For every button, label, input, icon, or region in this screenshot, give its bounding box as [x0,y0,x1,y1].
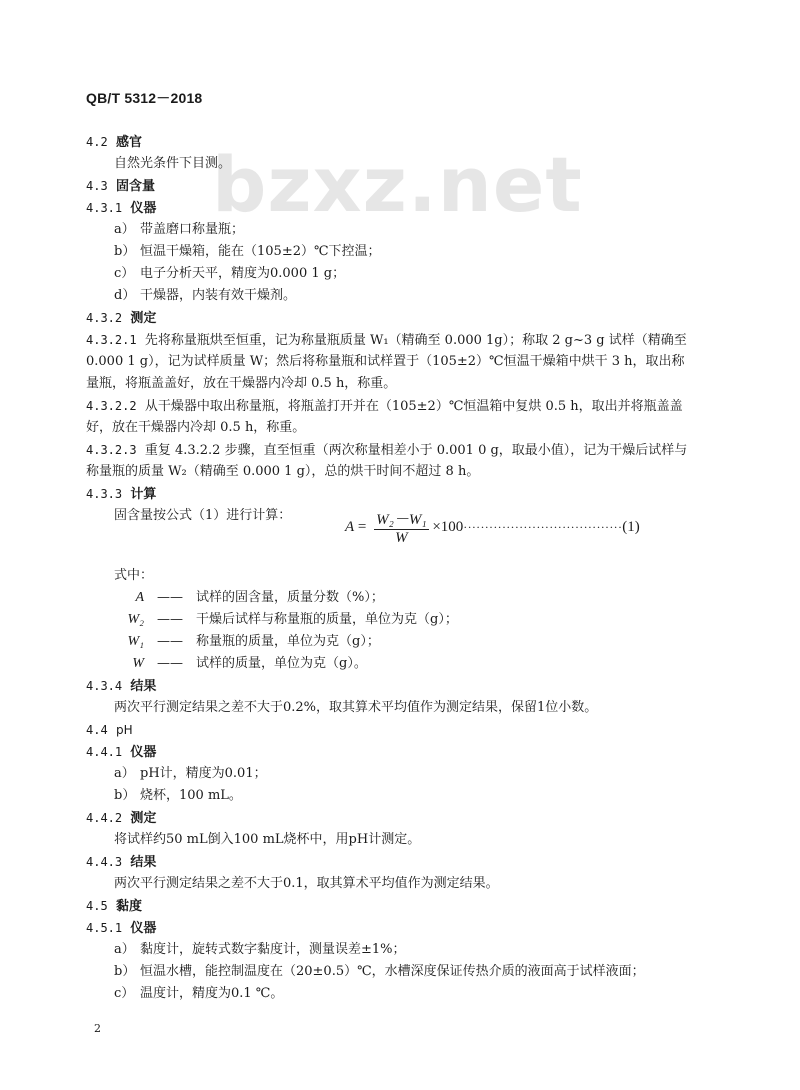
section-4-4-2-heading: 4.4.2 测定 [86,811,157,826]
section-4-3-heading: 4.3 固含量 [86,179,155,194]
section-4-4-3-heading: 4.4.3 结果 [86,855,157,870]
formula-label: (1) [622,518,640,535]
standard-number: QB/T 5312－2018 [86,90,203,106]
section-4-3-3-text: 固含量按公式（1）进行计算： [114,508,292,523]
symbol-row: W₂ —— 干燥后试样与称量瓶的质量，单位为克（g）； [127,612,458,627]
section-4-3-2-1-line-1: 4.3.2.1 先将称量瓶烘至恒重，记为称量瓶质量 W₁（精确至 0.000 1g）；称取 2 g~3 g 试样（精确至 [86,333,687,348]
section-4-3-2-3-line-2: 称量瓶的质量 W₂（精确至 0.000 1 g），总的烘干时间不超过 8 h。 [86,464,480,479]
formula-numerator: W₂－W₁ [376,512,427,528]
symbol-row: A —— 试样的固含量，质量分数（%）； [135,590,384,605]
section-4-4-heading: 4.4 pH [86,723,133,737]
section-4-3-1-heading: 4.3.1 仪器 [86,201,157,216]
section-4-3-2-2-line-2: 好，放在干燥器内冷却 0.5 h，称重。 [86,420,306,435]
section-4-3-2-1-line-3: 量瓶，将瓶盖盖好，放在干燥器内冷却 0.5 h，称重。 [86,376,397,391]
formula-1: A = $\frac{\text{W₂－W₁}}{W}$ ×100·····································(1) [345,508,640,547]
list-item: b） 烧杯，100 mL。 [114,788,242,803]
formula-fraction [374,508,428,547]
section-4-5-1-heading: 4.5.1 仪器 [86,921,157,936]
list-item: c） 温度计，精度为0.1 ℃。 [114,986,284,1001]
section-4-3-2-2-line-1: 4.3.2.2 从干燥器中取出称量瓶，将瓶盖打开并在（105±2）℃恒温箱中复烘 0.5 h，取出并将瓶盖盖 [86,399,683,414]
section-4-2-text: 自然光条件下目测。 [114,156,232,171]
where-label: 式中： [114,568,154,583]
section-4-4-2-text: 将试样约50 mL倒入100 mL烧杯中，用pH计测定。 [114,832,421,847]
section-4-2-heading: 4.2 感官 [86,135,142,150]
list-item: c） 电子分析天平，精度为0.000 1 g； [114,266,346,281]
symbol-row: W₁ —— 称量瓶的质量，单位为克（g）； [127,634,380,649]
section-4-5-heading: 4.5 黏度 [86,899,142,914]
section-4-3-4-text: 两次平行测定结果之差不大于0.2%，取其算术平均值作为测定结果，保留1位小数。 [114,700,598,715]
list-item: d） 干燥器，内装有效干燥剂。 [114,288,297,303]
section-4-3-4-heading: 4.3.4 结果 [86,679,157,694]
symbol-row: W —— 试样的质量，单位为克（g）。 [132,656,367,671]
list-item: a） 带盖磨口称量瓶； [114,222,245,237]
page-number: 2 [94,1022,101,1035]
formula-leader: ····································· [463,519,623,534]
list-item: a） pH计，精度为0.01； [114,766,267,781]
section-4-3-2-3-line-1: 4.3.2.3 重复 4.3.2.2 步骤，直至恒重（两次称量相差小于 0.001 0 g，取最小值），记为干燥后试样与 [86,443,688,458]
section-4-3-2-1-line-2: 0.000 1 g），记为试样质量 W；然后将称量瓶和试样置于（105±2）℃恒温干燥箱中烘干 3 h，取出称 [86,354,685,369]
watermark-text: bzxz.net [212,140,583,229]
list-item: b） 恒温水槽，能控制温度在（20±0.5）℃，水槽深度保证传热介质的液面高于试样液面； [114,964,645,979]
section-4-3-2-heading: 4.3.2 测定 [86,311,157,326]
list-item: a） 黏度计，旋转式数字黏度计，测量误差±1%； [114,942,406,957]
list-item: b） 恒温干燥箱，能在（105±2）℃下控温； [114,244,381,259]
formula-denominator: W [374,529,428,547]
section-4-4-3-text: 两次平行测定结果之差不大于0.1，取其算术平均值作为测定结果。 [114,876,499,891]
section-4-4-1-heading: 4.4.1 仪器 [86,745,157,760]
section-4-3-3-heading: 4.3.3 计算 [86,487,157,502]
